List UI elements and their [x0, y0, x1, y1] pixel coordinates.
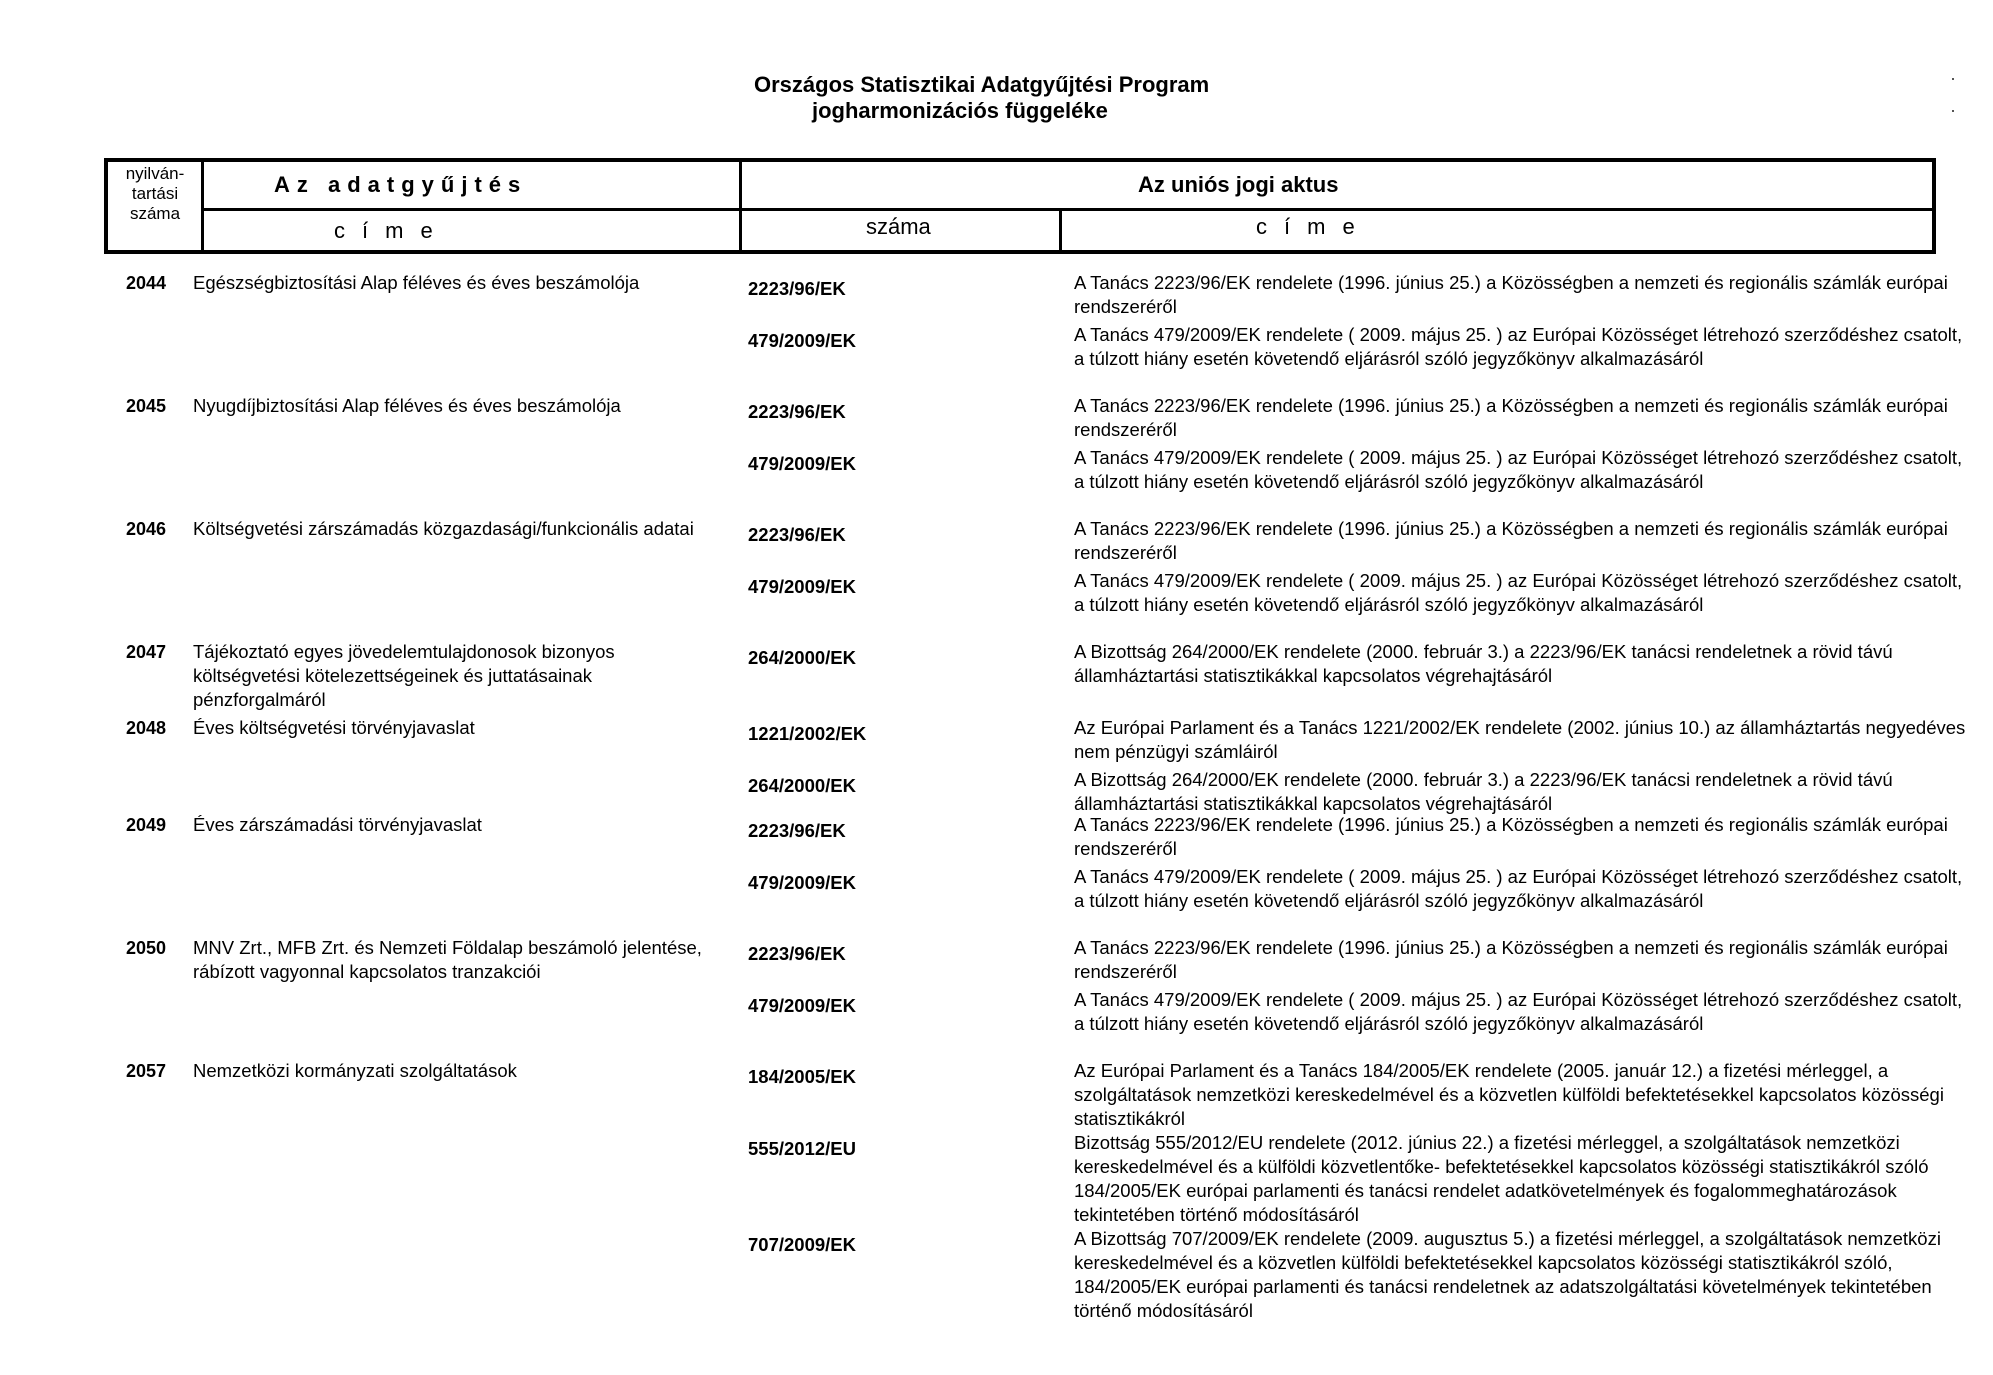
act-code: 2223/96/EK — [748, 401, 846, 422]
row-number: 2049 — [126, 815, 167, 835]
act-code: 264/2000/EK — [748, 647, 857, 668]
act-code: 1221/2002/EK — [748, 723, 867, 744]
act-code: 2223/96/EK — [748, 943, 846, 964]
act-description: Bizottság 555/2012/EU rendelete (2012. június 22.) a fizetési mérleggel, a szolgáltatások nemzetközi kereskedelmével és a külföldi közvetlentőke- befektetésekkel kapcsolatos közösségi statisztikákról szóló 184/2005/EK európai parlamenti és tanácsi rendelet adatkövetelmények és fogalommeghatározások tekintetében történő módosításáról — [1074, 1132, 1929, 1225]
act-code: 707/2009/EK — [748, 1234, 857, 1255]
row-title: Költségvetési zárszámadás közgazdasági/funkcionális adatai — [193, 518, 694, 539]
row-title: Egészségbiztosítási Alap féléves és éves beszámolója — [193, 272, 640, 293]
act-description: A Tanács 2223/96/EK rendelete (1996. június 25.) a Közösségben a nemzeti és regionális számlák európai rendszeréről — [1074, 272, 1948, 317]
act-description: A Tanács 2223/96/EK rendelete (1996. június 25.) a Közösségben a nemzeti és regionális számlák európai rendszeréről — [1074, 814, 1948, 859]
row-number: 2045 — [126, 396, 167, 416]
act-description: A Tanács 2223/96/EK rendelete (1996. június 25.) a Közösségben a nemzeti és regionális számlák európai rendszeréről — [1074, 518, 1948, 563]
act-code: 2223/96/EK — [748, 278, 846, 299]
table-header — [104, 158, 1936, 254]
row-number: 2048 — [126, 718, 167, 738]
row-number: 2047 — [126, 642, 167, 662]
row-number: 2057 — [126, 1061, 167, 1081]
header-aktus-szama: száma — [866, 214, 931, 239]
act-code: 479/2009/EK — [748, 872, 857, 893]
row-title: MNV Zrt., MFB Zrt. és Nemzeti Földalap beszámoló jelentése, rábízott vagyonnal kapcsolatos tranzakciói — [193, 937, 702, 982]
act-description: Az Európai Parlament és a Tanács 184/2005/EK rendelete (2005. január 12.) a fizetési mérleggel, a szolgáltatások nemzetközi kereskedelmével és a közvetlen külföldi befektetésekkel kapcsolatos közösségi statisztikákról — [1074, 1060, 1944, 1129]
act-code: 184/2005/EK — [748, 1066, 857, 1087]
act-description: A Tanács 2223/96/EK rendelete (1996. június 25.) a Közösségben a nemzeti és regionális számlák európai rendszeréről — [1074, 395, 1948, 440]
header-divider — [201, 208, 1932, 211]
row-title: Nyugdíjbiztosítási Alap féléves és éves beszámolója — [193, 395, 621, 416]
header-divider — [1059, 209, 1062, 250]
act-description: A Bizottság 264/2000/EK rendelete (2000. február 3.) a 2223/96/EK tanácsi rendeletnek a rövid távú államháztartási statisztikákkal kapcsolatos végrehajtásáról — [1074, 769, 1893, 814]
header-aktus-cime: címe — [1256, 214, 1372, 239]
act-code: 2223/96/EK — [748, 524, 846, 545]
row-title: Éves zárszámadási törvényjavaslat — [193, 814, 482, 835]
margin-dot — [1952, 110, 1954, 112]
act-description: Az Európai Parlament és a Tanács 1221/2002/EK rendelete (2002. június 10.) az államháztartás negyedéves nem pénzügyi számláiról — [1074, 717, 1966, 762]
act-description: A Tanács 479/2009/EK rendelete ( 2009. május 25. ) az Európai Közösséget létrehozó szerződéshez csatolt, a túlzott hiány esetén követendő eljárásról szóló jegyzőkönyv alkalmazásáról — [1074, 989, 1963, 1034]
row-title: Tájékoztató egyes jövedelemtulajdonosok bizonyos költségvetési kötelezettségeinek és juttatásainak pénzforgalmáról — [193, 641, 615, 710]
row-number: 2046 — [126, 519, 167, 539]
act-description: A Tanács 479/2009/EK rendelete ( 2009. május 25. ) az Európai Közösséget létrehozó szerződéshez csatolt, a túlzott hiány esetén követendő eljárásról szóló jegyzőkönyv alkalmazásáról — [1074, 570, 1963, 615]
header-adatgyujtes-cime: címe — [334, 218, 450, 243]
document-subtitle: jogharmonizációs függeléke — [812, 98, 1108, 123]
act-description: A Tanács 2223/96/EK rendelete (1996. június 25.) a Közösségben a nemzeti és regionális számlák európai rendszeréről — [1074, 937, 1948, 982]
act-description: A Bizottság 707/2009/EK rendelete (2009. augusztus 5.) a fizetési mérleggel, a szolgáltatások nemzetközi kereskedelmével és a közvetlen külföldi befektetésekkel kapcsolatos közösségi statisztikákról szóló, 184/2005/EK európai parlamenti és tanácsi rendeletnek az adatszolgáltatási követelmények tekintetében történő módosításáról — [1074, 1228, 1941, 1321]
document-title: Országos Statisztikai Adatgyűjtési Program — [754, 72, 1210, 97]
header-az-adatgyujtes: Az adatgyűjtés — [274, 172, 528, 197]
header-divider — [739, 162, 742, 250]
act-description: A Tanács 479/2009/EK rendelete ( 2009. május 25. ) az Európai Közösséget létrehozó szerződéshez csatolt, a túlzott hiány esetén követendő eljárásról szóló jegyzőkönyv alkalmazásáról — [1074, 447, 1963, 492]
act-code: 479/2009/EK — [748, 576, 857, 597]
row-title: Nemzetközi kormányzati szolgáltatások — [193, 1060, 517, 1081]
act-code: 479/2009/EK — [748, 995, 857, 1016]
act-code: 2223/96/EK — [748, 820, 846, 841]
act-description: A Tanács 479/2009/EK rendelete ( 2009. május 25. ) az Európai Közösséget létrehozó szerződéshez csatolt, a túlzott hiány esetén követendő eljárásról szóló jegyzőkönyv alkalmazásáról — [1074, 866, 1963, 911]
row-number: 2044 — [126, 273, 167, 293]
act-code: 479/2009/EK — [748, 453, 857, 474]
act-description: A Tanács 479/2009/EK rendelete ( 2009. május 25. ) az Európai Közösséget létrehozó szerződéshez csatolt, a túlzott hiány esetén követendő eljárásról szóló jegyzőkönyv alkalmazásáról — [1074, 324, 1963, 369]
header-nyilvantartasi-szama: nyilván- tartási száma — [125, 164, 185, 223]
act-code: 555/2012/EU — [748, 1138, 857, 1159]
act-code: 264/2000/EK — [748, 775, 857, 796]
row-number: 2050 — [126, 938, 167, 958]
header-az-unios-jogi-aktus: Az uniós jogi aktus — [1138, 172, 1339, 197]
act-code: 479/2009/EK — [748, 330, 857, 351]
act-description: A Bizottság 264/2000/EK rendelete (2000. február 3.) a 2223/96/EK tanácsi rendeletnek a rövid távú államháztartási statisztikákkal kapcsolatos végrehajtásáról — [1074, 641, 1893, 686]
row-title: Éves költségvetési törvényjavaslat — [193, 717, 475, 738]
margin-dot — [1952, 78, 1954, 80]
